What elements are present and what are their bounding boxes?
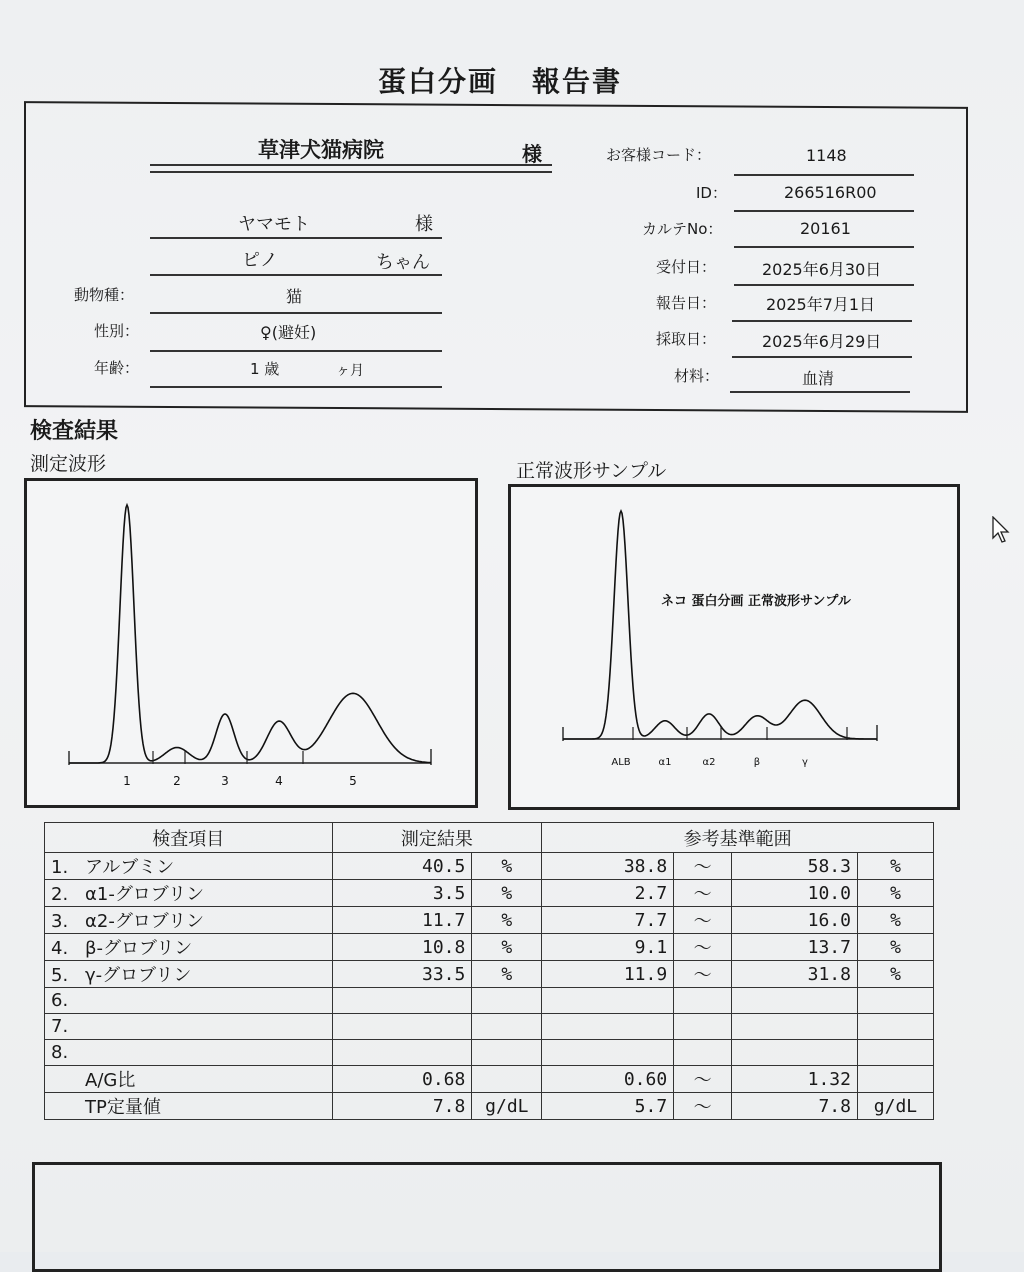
reported-underline	[732, 320, 912, 322]
received-label: 受付日：	[656, 256, 716, 277]
fraction-label: 5	[349, 774, 357, 788]
item-number: 5.	[51, 965, 85, 986]
ref-unit-cell	[857, 988, 933, 1014]
results-table	[44, 822, 934, 1120]
result-value-cell: 10.8	[332, 934, 472, 961]
page-title	[0, 60, 1000, 100]
result-unit-cell: %	[472, 907, 542, 934]
result-value-cell: 7.8	[332, 1093, 472, 1120]
table-header-row	[45, 823, 934, 853]
item-number: 8.	[51, 1042, 85, 1063]
id-label: ID：	[696, 182, 727, 203]
result-unit-cell: g/dL	[472, 1093, 542, 1120]
customer-code-underline	[734, 174, 914, 176]
fraction-label: 1	[123, 774, 131, 788]
ref-high-cell: 31.8	[732, 961, 858, 988]
fraction-label: β	[754, 757, 760, 768]
table-row	[45, 988, 934, 1014]
ref-tilde-cell	[674, 1040, 732, 1066]
result-unit-cell: %	[472, 961, 542, 988]
sex-label: 性別：	[94, 320, 139, 341]
fraction-label: γ	[802, 757, 808, 768]
fraction-label: 3	[221, 774, 229, 788]
result-value-cell	[332, 1040, 472, 1066]
result-unit-cell	[472, 1040, 542, 1066]
sex-underline	[150, 350, 442, 352]
col-header-reference: 参考基準範囲	[542, 823, 934, 853]
item-label: α2-グロブリン	[85, 911, 204, 932]
fraction-label: 2	[173, 774, 181, 788]
species-underline	[150, 312, 442, 314]
table-row	[45, 1040, 934, 1066]
collected-label: 採取日：	[656, 328, 716, 349]
comment-box	[32, 1162, 942, 1272]
collected-underline	[732, 356, 912, 358]
ref-tilde-cell: ～	[674, 1093, 732, 1120]
result-value-cell: 11.7	[332, 907, 472, 934]
hospital-name: 草津犬猫病院	[258, 134, 384, 164]
results-heading: 検査結果	[30, 414, 118, 445]
table-row	[45, 880, 934, 907]
ref-high-cell: 16.0	[732, 907, 858, 934]
ref-high-cell: 7.8	[732, 1093, 858, 1120]
ref-low-cell: 38.8	[542, 853, 674, 880]
ref-tilde-cell: ～	[674, 934, 732, 961]
result-unit-cell	[472, 1066, 542, 1093]
item-label: γ-グロブリン	[85, 965, 191, 986]
item-number: 4.	[51, 938, 85, 959]
normal-chart-svg	[511, 487, 959, 809]
ref-low-cell: 7.7	[542, 907, 674, 934]
item-name-cell	[45, 880, 333, 907]
item-label: A/G比	[85, 1070, 135, 1091]
chart-title: ネコ 蛋白分画 正常波形サンプル	[661, 593, 852, 609]
item-number: 3.	[51, 911, 85, 932]
ref-low-cell: 9.1	[542, 934, 674, 961]
ref-high-cell	[732, 1040, 858, 1066]
ref-high-cell: 13.7	[732, 934, 858, 961]
ref-high-cell: 10.0	[732, 880, 858, 907]
ref-unit-cell: %	[857, 907, 933, 934]
id-value: 266516R00	[784, 183, 877, 202]
electropherogram-curve	[563, 511, 877, 739]
item-name-cell	[45, 1066, 333, 1093]
mouse-pointer-icon	[992, 516, 1010, 548]
table-row	[45, 907, 934, 934]
normal-electropherogram	[508, 484, 960, 810]
measured-wave-label: 測定波形	[30, 449, 106, 476]
item-name-cell	[45, 907, 333, 934]
item-name-cell	[45, 853, 333, 880]
result-unit-cell: %	[472, 880, 542, 907]
material-label: 材料：	[674, 365, 719, 386]
pet-name: ピノ	[242, 246, 278, 272]
item-name-cell	[45, 934, 333, 961]
ref-high-cell: 58.3	[732, 853, 858, 880]
pet-suffix: ちゃん	[376, 248, 430, 274]
owner-suffix: 様	[415, 210, 433, 236]
result-value-cell	[332, 1014, 472, 1040]
ref-unit-cell: %	[857, 934, 933, 961]
ref-low-cell: 2.7	[542, 880, 674, 907]
fraction-label: α2	[703, 757, 716, 768]
result-value-cell	[332, 988, 472, 1014]
item-number: 6.	[51, 990, 85, 1011]
species-label: 動物種：	[74, 284, 134, 305]
result-unit-cell: %	[472, 934, 542, 961]
ref-high-cell: 1.32	[732, 1066, 858, 1093]
table-row	[45, 1066, 934, 1093]
item-name-cell	[45, 1014, 333, 1040]
result-value-cell: 0.68	[332, 1066, 472, 1093]
ref-tilde-cell: ～	[674, 880, 732, 907]
fraction-label: ALB	[611, 757, 630, 768]
ref-tilde-cell	[674, 1014, 732, 1040]
item-name-cell	[45, 1093, 333, 1120]
ref-unit-cell: %	[857, 961, 933, 988]
result-unit-cell: %	[472, 853, 542, 880]
measured-electropherogram	[24, 478, 478, 808]
ref-tilde-cell	[674, 988, 732, 1014]
hospital-suffix: 様	[522, 138, 542, 167]
karte-underline	[734, 246, 914, 248]
ref-unit-cell: %	[857, 880, 933, 907]
ref-low-cell	[542, 1014, 674, 1040]
fraction-label: α1	[659, 757, 672, 768]
id-underline	[734, 210, 914, 212]
age-years: 1 歳	[250, 358, 279, 379]
karte-value: 20161	[800, 219, 851, 238]
material-underline	[730, 391, 910, 393]
table-row	[45, 934, 934, 961]
item-label: アルブミン	[85, 857, 174, 878]
pet-underline	[150, 274, 442, 276]
title-sub: 報告書	[532, 65, 622, 98]
table-row	[45, 1093, 934, 1120]
customer-code-label: お客様コード：	[606, 144, 711, 165]
received-value: 2025年6月30日	[762, 257, 881, 280]
ref-low-cell	[542, 988, 674, 1014]
reported-value: 2025年7月1日	[766, 292, 875, 315]
customer-code-value: 1148	[806, 146, 847, 165]
hospital-underline	[150, 164, 552, 173]
received-underline	[734, 284, 914, 286]
sex-value: ♀(避妊)	[260, 320, 316, 343]
ref-unit-cell	[857, 1014, 933, 1040]
electropherogram-curve	[69, 505, 431, 763]
ref-unit-cell	[857, 1066, 933, 1093]
item-name-cell	[45, 1040, 333, 1066]
ref-tilde-cell: ～	[674, 907, 732, 934]
ref-low-cell	[542, 1040, 674, 1066]
title-main: 蛋白分画	[378, 65, 498, 98]
ref-tilde-cell: ～	[674, 853, 732, 880]
species-value: 猫	[286, 284, 302, 307]
ref-low-cell: 5.7	[542, 1093, 674, 1120]
age-label: 年齢：	[94, 357, 139, 378]
normal-wave-label: 正常波形サンプル	[516, 456, 666, 483]
karte-label: カルテNo：	[642, 218, 722, 239]
ref-unit-cell: g/dL	[857, 1093, 933, 1120]
table-row	[45, 961, 934, 988]
item-label: α1-グロブリン	[85, 884, 204, 905]
age-underline	[150, 386, 442, 388]
owner-name: ヤマモト	[238, 210, 310, 236]
reported-label: 報告日：	[656, 292, 716, 313]
ref-unit-cell	[857, 1040, 933, 1066]
table-row	[45, 1014, 934, 1040]
ref-high-cell	[732, 1014, 858, 1040]
fraction-label: 4	[275, 774, 283, 788]
result-value-cell: 33.5	[332, 961, 472, 988]
ref-high-cell	[732, 988, 858, 1014]
col-header-item: 検査項目	[45, 823, 333, 853]
item-name-cell	[45, 961, 333, 988]
owner-underline	[150, 237, 442, 239]
age-months: ヶ月	[336, 360, 364, 380]
table-row	[45, 853, 934, 880]
collected-value: 2025年6月29日	[762, 329, 881, 352]
material-value: 血清	[802, 366, 834, 389]
ref-low-cell: 11.9	[542, 961, 674, 988]
item-name-cell	[45, 988, 333, 1014]
item-number: 7.	[51, 1016, 85, 1037]
item-label: TP定量値	[85, 1097, 161, 1118]
result-unit-cell	[472, 1014, 542, 1040]
ref-unit-cell: %	[857, 853, 933, 880]
result-value-cell: 3.5	[332, 880, 472, 907]
result-unit-cell	[472, 988, 542, 1014]
col-header-result: 測定結果	[332, 823, 542, 853]
measured-chart-svg	[27, 481, 477, 807]
ref-tilde-cell: ～	[674, 1066, 732, 1093]
item-number: 2.	[51, 884, 85, 905]
item-number: 1.	[51, 857, 85, 878]
item-label: β-グロブリン	[85, 938, 192, 959]
result-value-cell: 40.5	[332, 853, 472, 880]
ref-tilde-cell: ～	[674, 961, 732, 988]
ref-low-cell: 0.60	[542, 1066, 674, 1093]
